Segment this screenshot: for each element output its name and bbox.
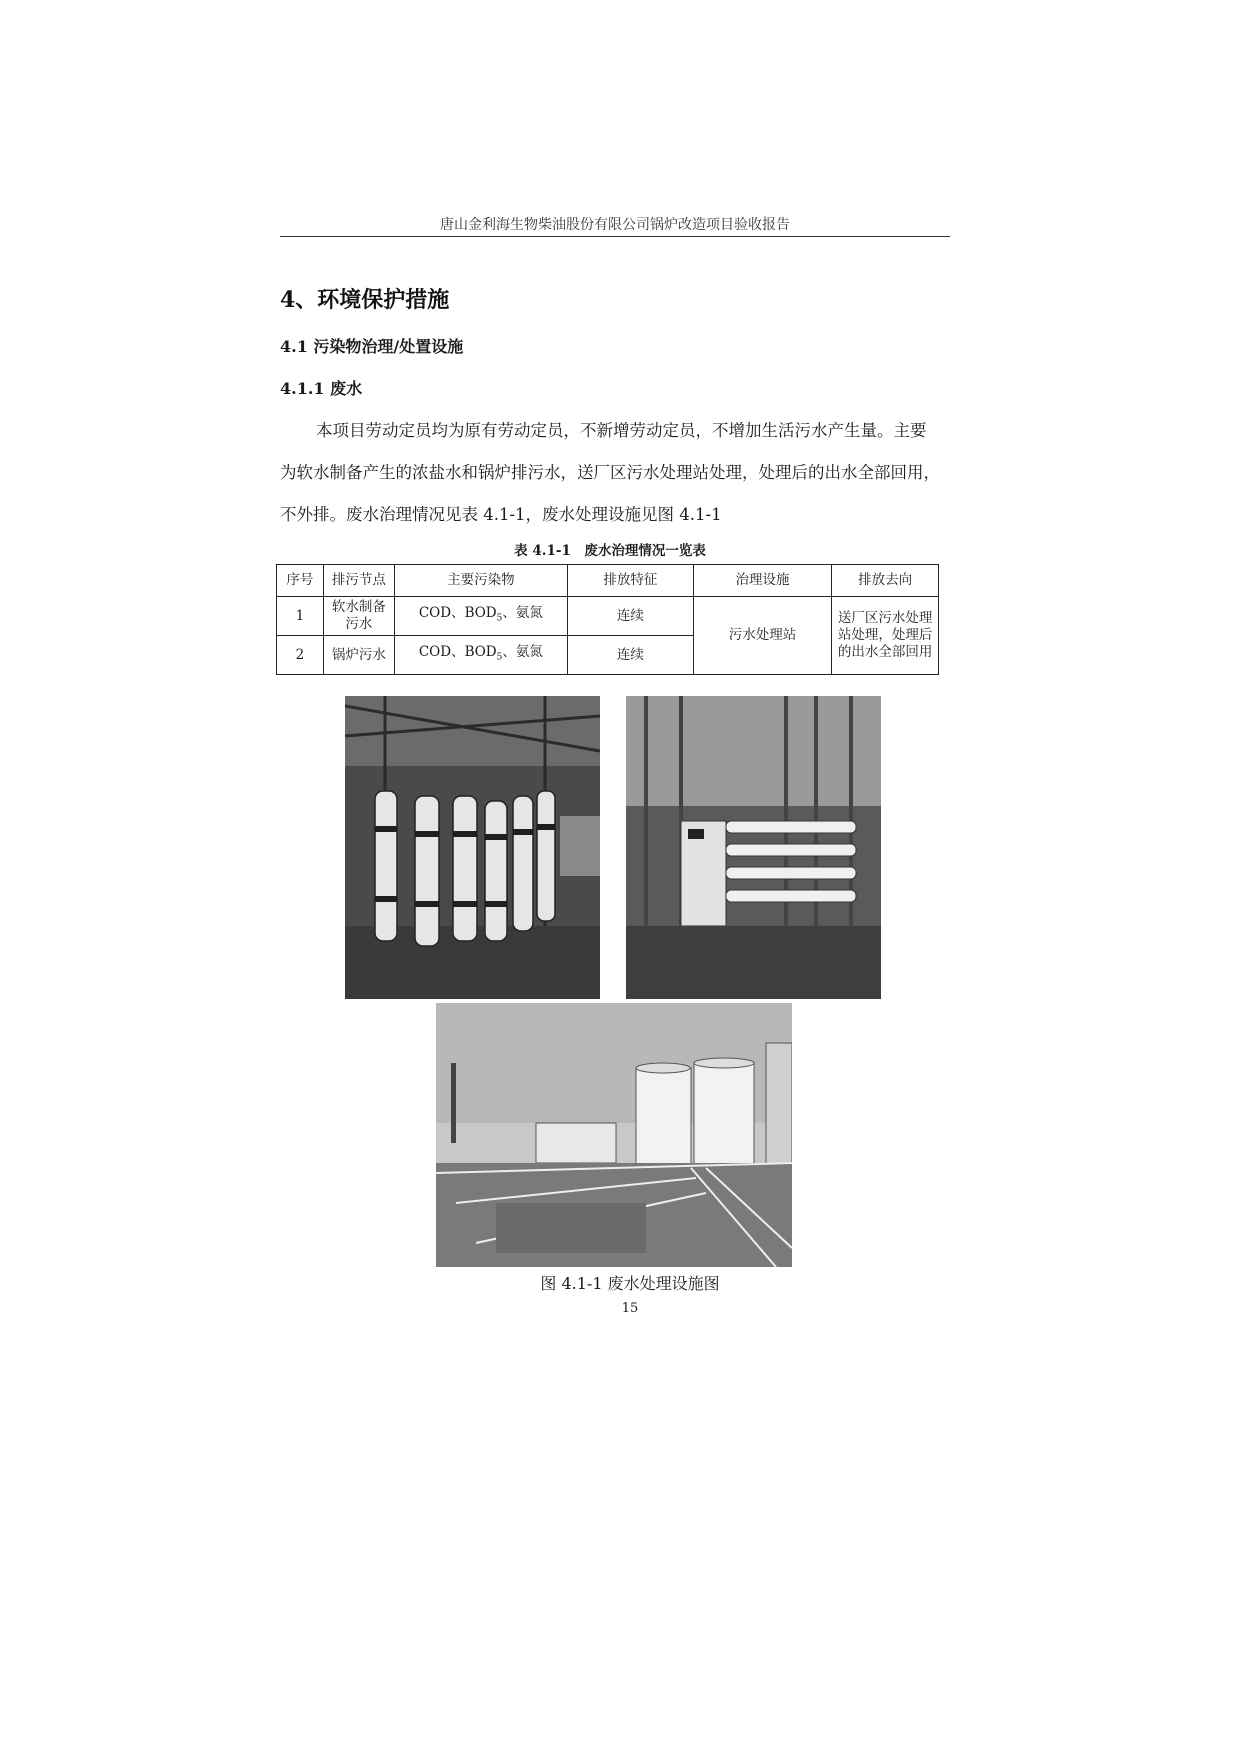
- body-line-2: 为软水制备产生的浓盐水和锅炉排污水，送厂区污水处理站处理，处理后的出水全部回用，: [280, 463, 940, 482]
- section-title: 4、环境保护措施: [280, 287, 450, 313]
- figure-caption: 图 4.1-1 废水处理设施图: [540, 1274, 720, 1293]
- discharge-feature: 连续: [567, 597, 693, 636]
- table-header-row: [277, 565, 939, 597]
- header-rule: [280, 236, 950, 237]
- header-cell: 治理设施: [693, 565, 831, 597]
- body-line-1: 本项目劳动定员均为原有劳动定员，不新增劳动定员，不增加生活污水产生量。主要: [316, 421, 927, 440]
- subsection-title: 4.1 污染物治理/处置设施: [280, 337, 464, 356]
- body-line-3: 不外排。废水治理情况见表 4.1-1，废水处理设施见图 4.1-1: [280, 505, 722, 524]
- header-cell: 主要污染物: [394, 565, 567, 597]
- photo-membrane-filters: [345, 696, 600, 999]
- header-cell: 排放去向: [832, 565, 939, 597]
- row-number: 1: [277, 597, 324, 636]
- treatment-facility: 污水处理站: [693, 597, 831, 675]
- discharge-feature: 连续: [567, 636, 693, 675]
- subsubsection-title: 4.1.1 废水: [280, 379, 363, 398]
- discharge-node: 软水制备污水: [323, 597, 394, 636]
- pollutants: COD、$BOD_5$、氨氮: [394, 636, 567, 675]
- running-header: 唐山金利海生物柴油股份有限公司锅炉改造项目验收报告: [440, 217, 790, 233]
- discharge-node: 锅炉污水: [323, 636, 394, 675]
- header-cell: 排放特征: [567, 565, 693, 597]
- pollutants: COD、$BOD_5$、氨氮: [394, 597, 567, 636]
- header-cell: 序号: [277, 565, 324, 597]
- photo-ro-equipment: [626, 696, 881, 999]
- row-number: 2: [277, 636, 324, 675]
- header-cell: 排污节点: [323, 565, 394, 597]
- discharge-destination: 送厂区污水处理站处理，处理后的出水全部回用: [832, 597, 939, 675]
- table-row: [277, 597, 939, 636]
- photo-treatment-tanks: [436, 1003, 792, 1267]
- page-number: 15: [621, 1301, 639, 1316]
- wastewater-table: [276, 564, 939, 675]
- table-caption: 表 4.1-1 废水治理情况一览表: [514, 543, 706, 559]
